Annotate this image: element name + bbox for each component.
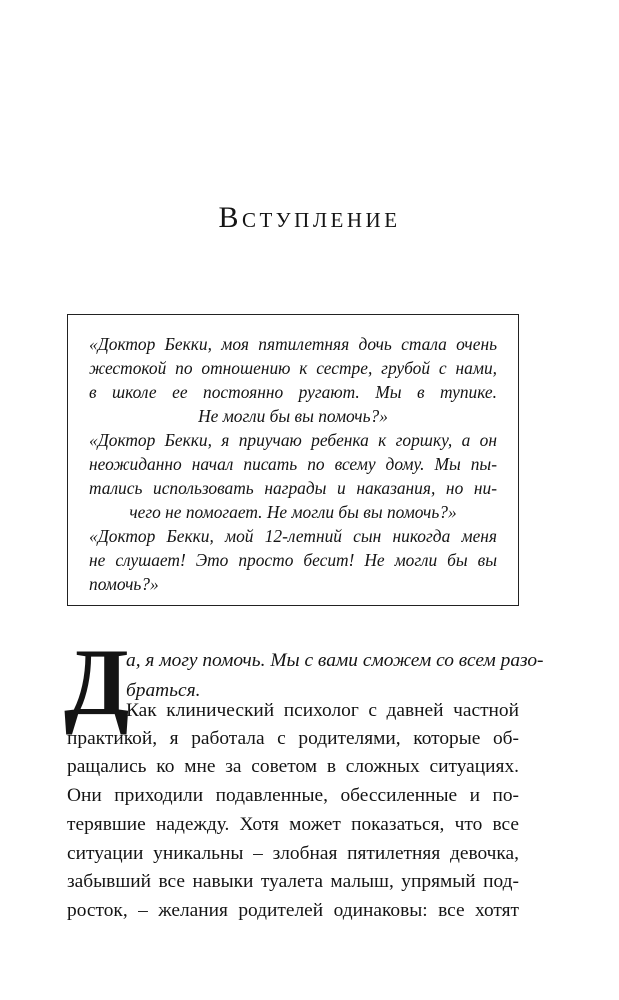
drop-cap: Д	[64, 629, 130, 735]
body-line: забывший все навыки туалета малыш, упрямый под-	[67, 871, 519, 892]
chapter-title: Вступление	[218, 201, 401, 234]
body-line: терявшие надежду. Хотя может показаться, что все	[67, 814, 519, 835]
epigraph-line: неожиданно начал писать по всему дому. Мы пы-	[89, 454, 497, 474]
epigraph-line: тались использовать награды и наказания, но ни-	[89, 478, 497, 498]
body-line: практикой, я работала с родителями, которые об-	[67, 728, 519, 749]
epigraph-line: Не могли бы вы помочь?»	[198, 406, 388, 426]
body-line: ращались ко мне за советом в сложных ситуациях.	[67, 756, 519, 777]
epigraph-line: жестокой по отношению к сестре, грубой с нами,	[89, 358, 497, 378]
epigraph-line: «Доктор Бекки, мой 12-летний сын никогда меня	[89, 526, 497, 546]
body-line: росток, – желания родителей одинаковы: все хотят	[67, 900, 519, 921]
opening-line: а, я могу помочь. Мы с вами сможем со всем разо-	[126, 650, 544, 671]
epigraph-line: не слушает! Это просто бесит! Не могли бы вы	[89, 550, 497, 570]
body-line: ситуации уникальны – злобная пятилетняя девочка,	[67, 843, 519, 864]
body-line: Они приходили подавленные, обессиленные и по-	[67, 785, 519, 806]
body-line: Как клинический психолог с давней частной	[126, 700, 519, 721]
opening-line: браться.	[126, 680, 201, 701]
epigraph-line: «Доктор Бекки, я приучаю ребенка к горшку, а он	[89, 430, 497, 450]
epigraph-line: в школе ее постоянно ругают. Мы в тупике.	[89, 382, 497, 402]
epigraph-line: помочь?»	[89, 574, 159, 594]
epigraph-line: чего не помогает. Не могли бы вы помочь?»	[129, 502, 457, 522]
epigraph-line: «Доктор Бекки, моя пятилетняя дочь стала очень	[89, 334, 497, 354]
